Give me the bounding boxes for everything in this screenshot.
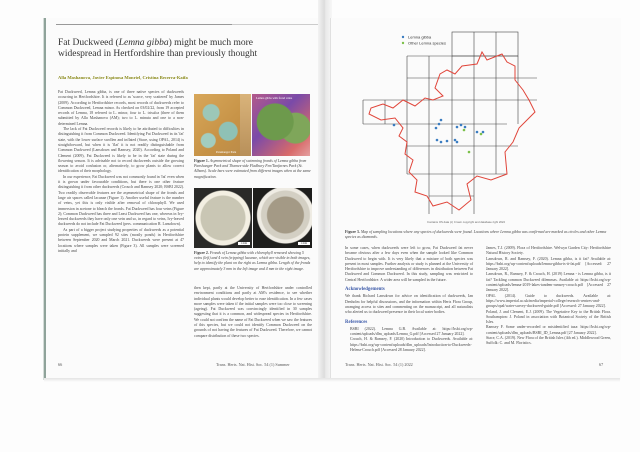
page-number: 66 bbox=[58, 362, 63, 367]
point-lemna-gibba bbox=[436, 139, 439, 142]
page-bottom-shadow bbox=[44, 378, 620, 382]
left-page bbox=[44, 18, 322, 380]
paragraph: then kept, partly at the University of Hertfordshire under controlled environment conditions and partly at AM's residence, to see whether individual plants would develop better to ease identification. In a few cases more samples were taken if the initial samples were too close to screening (ageing). Fat Duckweed was convincingly identified in 30 samples suggesting that it is a common, and widespread species in Hertfordshire. We could not confirm the name of Fat Duckweed when we saw the features of this species, but we could not identify Common Duckweed on the grounds of not having the features of Fat Duckweed. Therefore, we cannot compare distribution of these two species. bbox=[194, 286, 312, 338]
acknowledgements-text: We thank Richard Lansdown for advice on identification of duckweeds, Ian Denholm for helpful discussions, and the information within Herts Flora Group, arranging access to sites and commenting on the manuscript, and all naturalists who alerted us to duckweed presence in their local water bodies. bbox=[345, 294, 473, 315]
point-lemna-gibba bbox=[454, 139, 457, 142]
photo-label: Lemna gibba with frond veins bbox=[256, 96, 293, 100]
figure2-photo-right bbox=[253, 188, 312, 248]
caption-label: Figure 1. bbox=[194, 159, 209, 163]
point-lemna-gibba bbox=[476, 131, 479, 134]
left-column-2 bbox=[194, 286, 312, 339]
reference-item: Ramsey F. Some under-recorded or misidentified taxa: https://bsbi.org/wp-content/uploads/dlm_uploads/BSBI_ID_Lemna.pdf [27 January 2022]. bbox=[486, 325, 611, 335]
map-legend bbox=[402, 35, 446, 46]
legend-marker-lemna-gibba bbox=[402, 36, 404, 38]
figure3-caption bbox=[345, 230, 617, 240]
article-authors: Alla Mashanova, Javier Espinosa Monriel, Cristina Becerra-Kaifa bbox=[58, 75, 188, 80]
scale-bar-label: 1 mm bbox=[238, 242, 250, 245]
figure2-caption bbox=[194, 251, 312, 272]
caption-label: Figure 3. bbox=[345, 230, 360, 234]
point-lemna-gibba bbox=[456, 126, 459, 129]
page-number: 67 bbox=[599, 362, 604, 367]
figure1-photo-left bbox=[194, 94, 251, 156]
ruler bbox=[240, 94, 251, 156]
point-lemna-gibba bbox=[482, 131, 485, 134]
caption-label: Figure 2. bbox=[194, 251, 209, 255]
point-lemna-gibba bbox=[464, 126, 467, 129]
point-lemna-gibba bbox=[446, 140, 449, 143]
title-text-rest: ) might be much more widespread in Hertfordshire than previously thought bbox=[58, 38, 258, 59]
reference-item: Crouch, H. & Ramsey, F. (2020) Introduction to Duckweeds. Available at: https://bsbi.org/wp-content/uploads/dlm_uploads/Introduction-to-Duckweeds-Helena-Crouch.pdf [Accessed 28 January 2022]. bbox=[350, 337, 473, 353]
reference-item: BSBI (2022). Lemna G.B. Available at: https://bsbi.org/wp-content/uploads/dlm_uploads/Lemna_G.pdf [Accessed 27 January 2022]. bbox=[350, 326, 473, 337]
reference-item: Poland, J. and Clement, E.J. (2009). The Vegetative Key to the British Flora. Southampton: J. Poland in association with Botanical Society of the British Isles. bbox=[486, 309, 611, 325]
paragraph: As part of a bigger project studying properties of duckweeds as a potential protein supplement, we sampled 92 sites (mostly ponds) in Hertfordshire between September 2020 and March 2021. Duckweeds were present at 47 locations where samples were taken (Figure 3). All samples were screened initially and bbox=[58, 227, 184, 253]
article-title bbox=[58, 38, 258, 60]
point-lemna-gibba bbox=[456, 141, 459, 144]
photo-label: Panshanger Park bbox=[216, 150, 237, 154]
paragraph: The lack of Fat Duckweed records is likely to be attributed to difficulties in distinguishing it from Common Duckweed. Identifying Fat Duckweed in its 'fat' state, with the lower surface swollen and inflated (Stace, using OPAL, 2014) is straightforward, but when it is 'flat' it is not readily distinguishable from Common Duckweed (Lansdown and Ramsey, 2020). According to Poland and Clement (2009), Fat Duckweed is likely to be in the 'fat' state during the flowering season. It is advisable not to record duckweeds outside the growing season to avoid confusion or, alternatively, to grow plants to allow correct identification of their morphology. bbox=[58, 127, 184, 174]
acknowledgements-heading: Acknowledgements bbox=[345, 287, 385, 293]
point-lemna-gibba bbox=[435, 127, 438, 130]
reference-item: OPAL (2014). Guide to duckweeds. Available at: https://www.imperial.ac.uk/media/imperial-college/research-centres-and-groups/opal/water-survey-duckweed-guide.pdf [Accessed: 27 January 2022]. bbox=[486, 293, 611, 309]
running-footer: Trans. Herts. Nat. Hist. Soc. 54 (1) 2022 bbox=[345, 362, 413, 367]
left-column-1 bbox=[58, 90, 184, 254]
references-heading: References bbox=[345, 319, 368, 325]
point-lemna-gibba bbox=[460, 124, 463, 127]
right-column-1 bbox=[345, 246, 473, 353]
legend-label: Other Lemna species bbox=[408, 40, 447, 46]
paragraph: In some cases, when duckweeds were left to grow, Fat Duckweed fat never became obvious after a few days even when the sample looked like Common Duckweed to begin with. It is very likely that a mixture of both species was present in most samples. Further analysis or study is planned at the University of Hertfordshire to improve understanding of differences in distribution between Fat Duckweed and Common Duckweed. In this study, sampling was restricted to Central Hertfordshire. A wider area will be sampled in the future. bbox=[345, 246, 473, 282]
grid-lines bbox=[363, 32, 537, 214]
reference-item: Lansdown, R. and Ramsey, F. (2020). Lemna gibba, is it fat? Available at: https://bsbi.org/wp-content/uploads/lemna-gibba-is-it-fat.pdf [Accessed: 27 January 2022]. bbox=[486, 256, 611, 272]
legend-label: Lemna gibba bbox=[408, 34, 432, 40]
grid-cell bbox=[452, 32, 518, 56]
point-other-lemna bbox=[468, 151, 471, 154]
right-page bbox=[330, 18, 621, 380]
point-lemna-gibba bbox=[440, 119, 443, 122]
reference-item: James, T.J. (2009). Flora of Hertfordshire. Welwyn Garden City: Hertfordshire Natural History Society. bbox=[486, 246, 611, 256]
right-column-2 bbox=[481, 246, 611, 347]
figure2-photo-left bbox=[194, 188, 252, 248]
point-other-lemna bbox=[463, 129, 466, 132]
figure1-photo-right bbox=[252, 94, 310, 156]
header-rule-secondary bbox=[232, 24, 322, 25]
distribution-map bbox=[337, 24, 597, 229]
point-lemna-gibba bbox=[393, 124, 396, 127]
figure1-caption bbox=[194, 159, 312, 180]
point-other-lemna bbox=[480, 133, 483, 136]
reference-item: Stace, C.A. (2019). New Flora of the British Isles (4th ed.). Middlewood Green, Suffolk: C. and M. Floristics. bbox=[486, 336, 611, 346]
paragraph: In our experience, Fat Duckweed was not commonly found in 'fat' even when it is grown under favourable conditions, but there is one other feature distinguishing it from other duckweeds (Crouch and Ramsey 2020; BSBI 2022). Two readily observable features are the asymmetrical shape of the fronds and large air spaces called lacunae (Figure 1). Another useful feature is the number of veins, yet this is only visible after removal of chlorophyll. We used immersion in acetone to bleach the fronds. Fat Duckweed has four veins (Figure 2); Common Duckweed has three and Least Duckweed has one, whereas in Ivy-leaved duckweeds they have only one vein and so, in regard to veins, Ivy-leaved duckweeds do not include Fat Duckweed (pers. communication R. Lansdown). bbox=[58, 174, 184, 227]
running-footer: Trans. Herts. Nat. Hist. Soc. 54 (1) Summer bbox=[216, 362, 290, 367]
paragraph: Fat Duckweed, Lemna gibba, is one of three native species of duckweeds occurring in Hertfordshire. It is referred to as 'scarce, very scattered' by James (2009). According to Hertfordshire records, most records of duckweeds refer to Common Duckweed, Lemna minor. As checked on 03/02/22, from 19 accepted records of Lemna, 18 referred to L. minor, four to L. trisulca (three of them submitted by Alla Mashanova (AM); two to L. minuta and one to a non-determined Lemna. bbox=[58, 90, 184, 126]
map-credit: Contains OS data (c) Crown copyright and database right 2022 bbox=[427, 220, 506, 224]
reference-item: Lansdown, R., Ramsey, F. & Crouch, H. (2019) Lemna - is Lemna gibba, is it fat? Tackling common Duckweed dilemmas. Available at: https://bsbi.org/wp-content/uploads/lemna-2019-lakes-tandem-ramsey-crouch.pdf [Accessed 27 January 2022]. bbox=[486, 272, 611, 293]
point-lemna-gibba bbox=[438, 123, 441, 126]
point-lemna-gibba bbox=[440, 141, 443, 144]
caption-text: Map of sampling locations where any species of duckweeds were found. Locations where Lemna gibba was confirmed are marked as circles and other Lemna species as diamonds. bbox=[345, 230, 607, 240]
legend-marker-other-lemna bbox=[402, 42, 404, 44]
header-rule bbox=[56, 24, 232, 25]
caption-text: Fronds of Lemna gibba with chlorophyll removed showing 5 veins (left) and 4 vein (tripping) lacunae, which are visible in both images, help to identify the plant on the right as Lemna gibba. Length of the fronds are approximately 3 mm in the left image and 4 mm in the right image. bbox=[194, 251, 311, 271]
scale-bar-label: 1 mm bbox=[298, 242, 310, 245]
title-species: Lemna gibba bbox=[118, 38, 169, 48]
caption-text: Asymmetrical shape of swimming fronds of Lemna gibba from Panshanger Park and Thames-side Fladbury Fen/Tanfarnes Park (St. Albans). Scale bars were estimated from different images when at the same magnification. bbox=[194, 159, 311, 179]
title-text: Fat Duckweed ( bbox=[58, 38, 119, 48]
